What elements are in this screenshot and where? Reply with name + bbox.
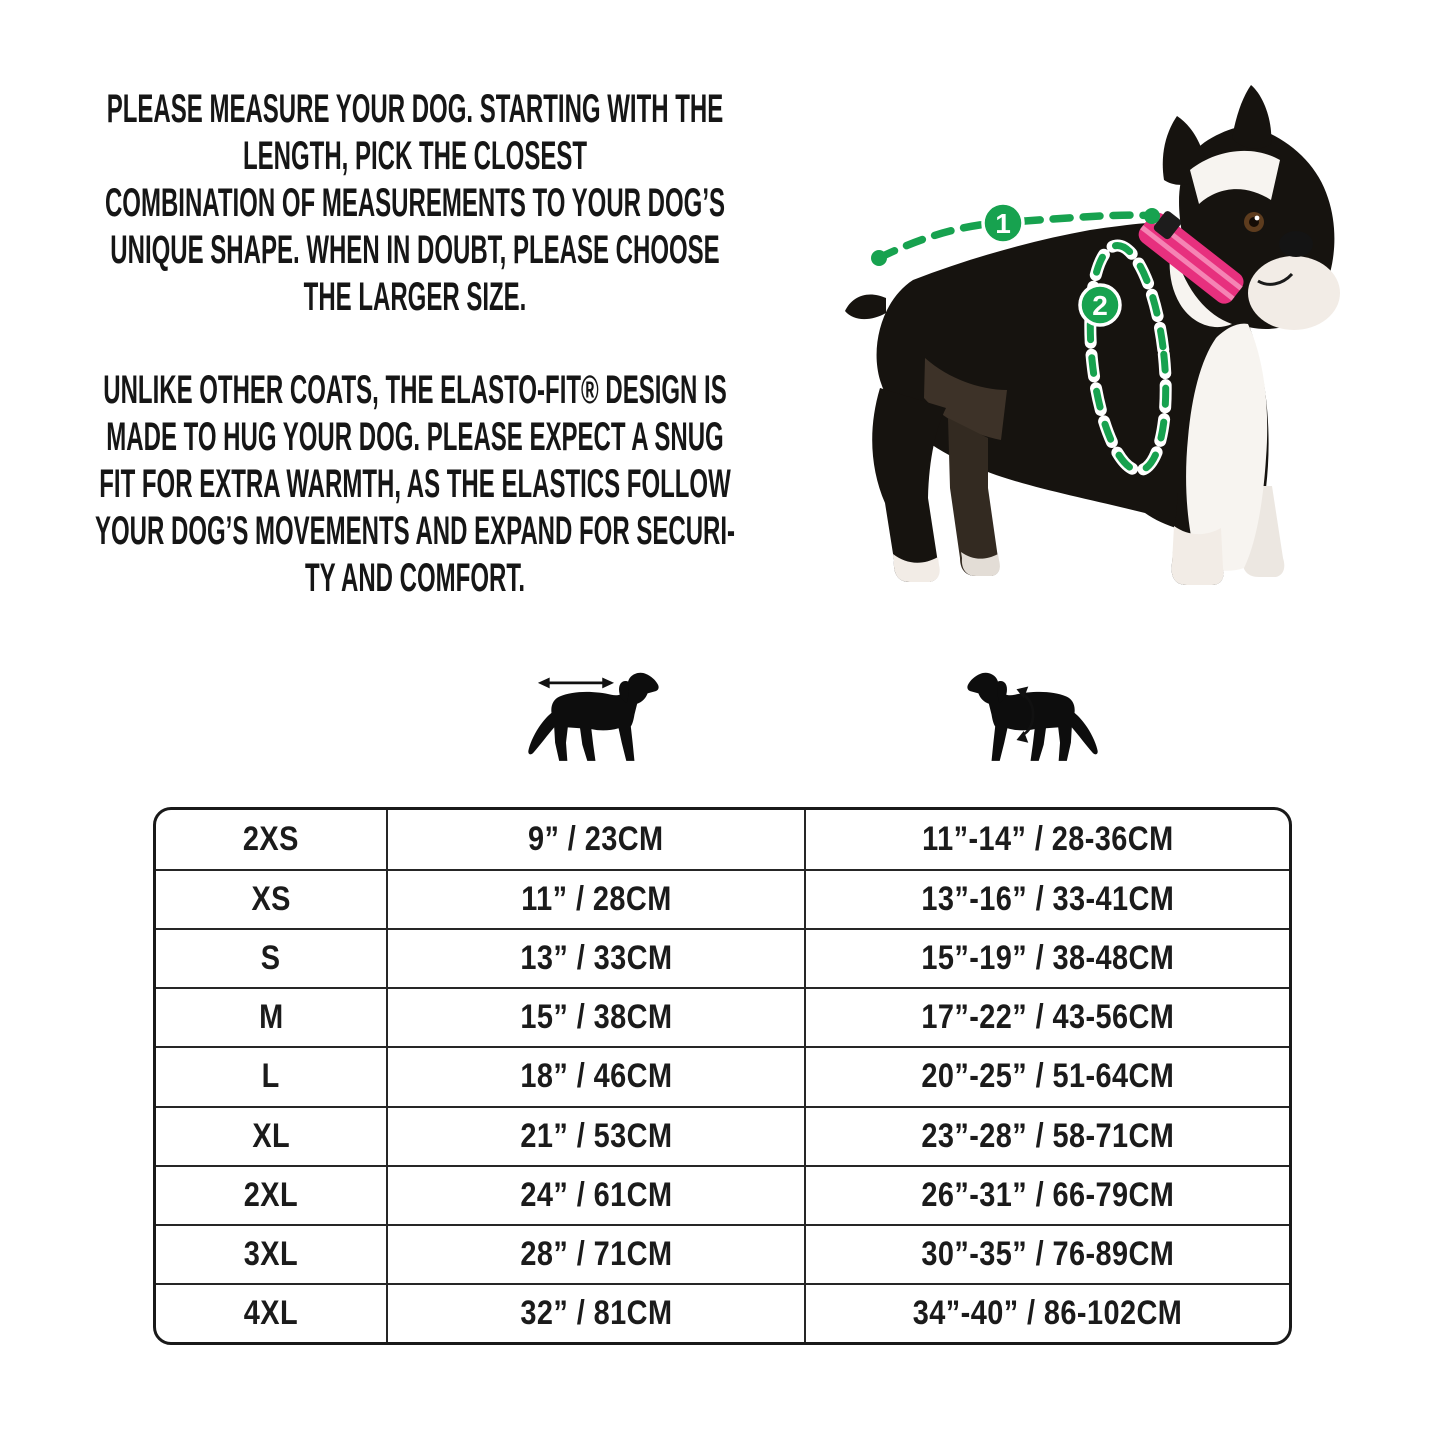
length-cell: 21” / 53CM xyxy=(386,1106,804,1165)
intro-line: UNLIKE OTHER COATS, THE ELASTO-FIT® DESIGN IS xyxy=(103,368,727,412)
length-cell: 18” / 46CM xyxy=(386,1046,804,1105)
girth-cell: 20”-25” / 51-64CM xyxy=(804,1046,1289,1105)
size-cell: 2XS xyxy=(243,820,299,859)
intro-text xyxy=(25,86,805,602)
girth-cell: 30”-35” / 76-89CM xyxy=(804,1224,1289,1283)
size-cell: XL xyxy=(156,1106,386,1165)
svg-text:2: 2 xyxy=(1092,290,1108,321)
dog-measurement-photo xyxy=(830,58,1390,658)
length-arrow xyxy=(538,677,614,688)
intro-paragraph-1 xyxy=(25,86,805,321)
intro-paragraph-2 xyxy=(25,367,805,602)
intro-line: YOUR DOG’S MOVEMENTS AND EXPAND FOR SECURI- xyxy=(94,509,736,553)
size-table xyxy=(153,807,1292,1345)
length-cell: 24” / 61CM xyxy=(386,1165,804,1224)
measure-marker-2-badge xyxy=(1080,285,1120,325)
intro-line: TY AND COMFORT. xyxy=(304,556,525,600)
intro-line: MADE TO HUG YOUR DOG. PLEASE EXPECT A SNUG xyxy=(106,415,724,459)
size-cell: S xyxy=(156,928,386,987)
measure-marker-1-badge xyxy=(983,203,1023,243)
dog-length-arrow-icon xyxy=(527,670,663,772)
size-cell: 2XL xyxy=(156,1165,386,1224)
dog-nose xyxy=(1279,231,1313,257)
intro-line: UNIQUE SHAPE. WHEN IN DOUBT, PLEASE CHOOSE xyxy=(110,228,720,272)
length-cell: 15” / 38CM xyxy=(386,987,804,1046)
length-cell: 32” / 81CM xyxy=(386,1283,804,1342)
girth-cell: 13”-16” / 33-41CM xyxy=(804,869,1289,928)
size-cell: L xyxy=(156,1046,386,1105)
intro-line: COMBINATION OF MEASUREMENTS TO YOUR DOG’S xyxy=(104,181,726,225)
length-cell: 11” / 28CM xyxy=(386,869,804,928)
intro-line: FIT FOR EXTRA WARMTH, AS THE ELASTICS FOLLOW xyxy=(99,462,731,506)
girth-cell: 23”-28” / 58-71CM xyxy=(804,1106,1289,1165)
dog-girth-arrow-icon xyxy=(963,670,1099,772)
intro-line: LENGTH, PICK THE CLOSEST xyxy=(242,134,588,178)
girth-cell: 26”-31” / 66-79CM xyxy=(804,1165,1289,1224)
svg-text:1: 1 xyxy=(995,208,1011,239)
girth-cell: 17”-22” / 43-56CM xyxy=(804,987,1289,1046)
length-cell: 9” / 23CM xyxy=(386,810,804,869)
girth-cell: 11”-14” / 28-36CM xyxy=(804,810,1289,869)
intro-line: THE LARGER SIZE. xyxy=(303,275,527,319)
intro-line: PLEASE MEASURE YOUR DOG. STARTING WITH THE xyxy=(106,87,724,131)
girth-cell: 15”-19” / 38-48CM xyxy=(804,928,1289,987)
size-cell: XS xyxy=(156,869,386,928)
length-cell: 28” / 71CM xyxy=(386,1224,804,1283)
size-cell: 4XL xyxy=(156,1283,386,1342)
measure-endpoint-dot xyxy=(1144,208,1160,224)
measure-endpoint-dot xyxy=(871,250,887,266)
length-cell: 13” / 33CM xyxy=(386,928,804,987)
size-cell: 3XL xyxy=(156,1224,386,1283)
girth-cell: 34”-40” / 86-102CM xyxy=(804,1283,1289,1342)
size-cell: M xyxy=(156,987,386,1046)
